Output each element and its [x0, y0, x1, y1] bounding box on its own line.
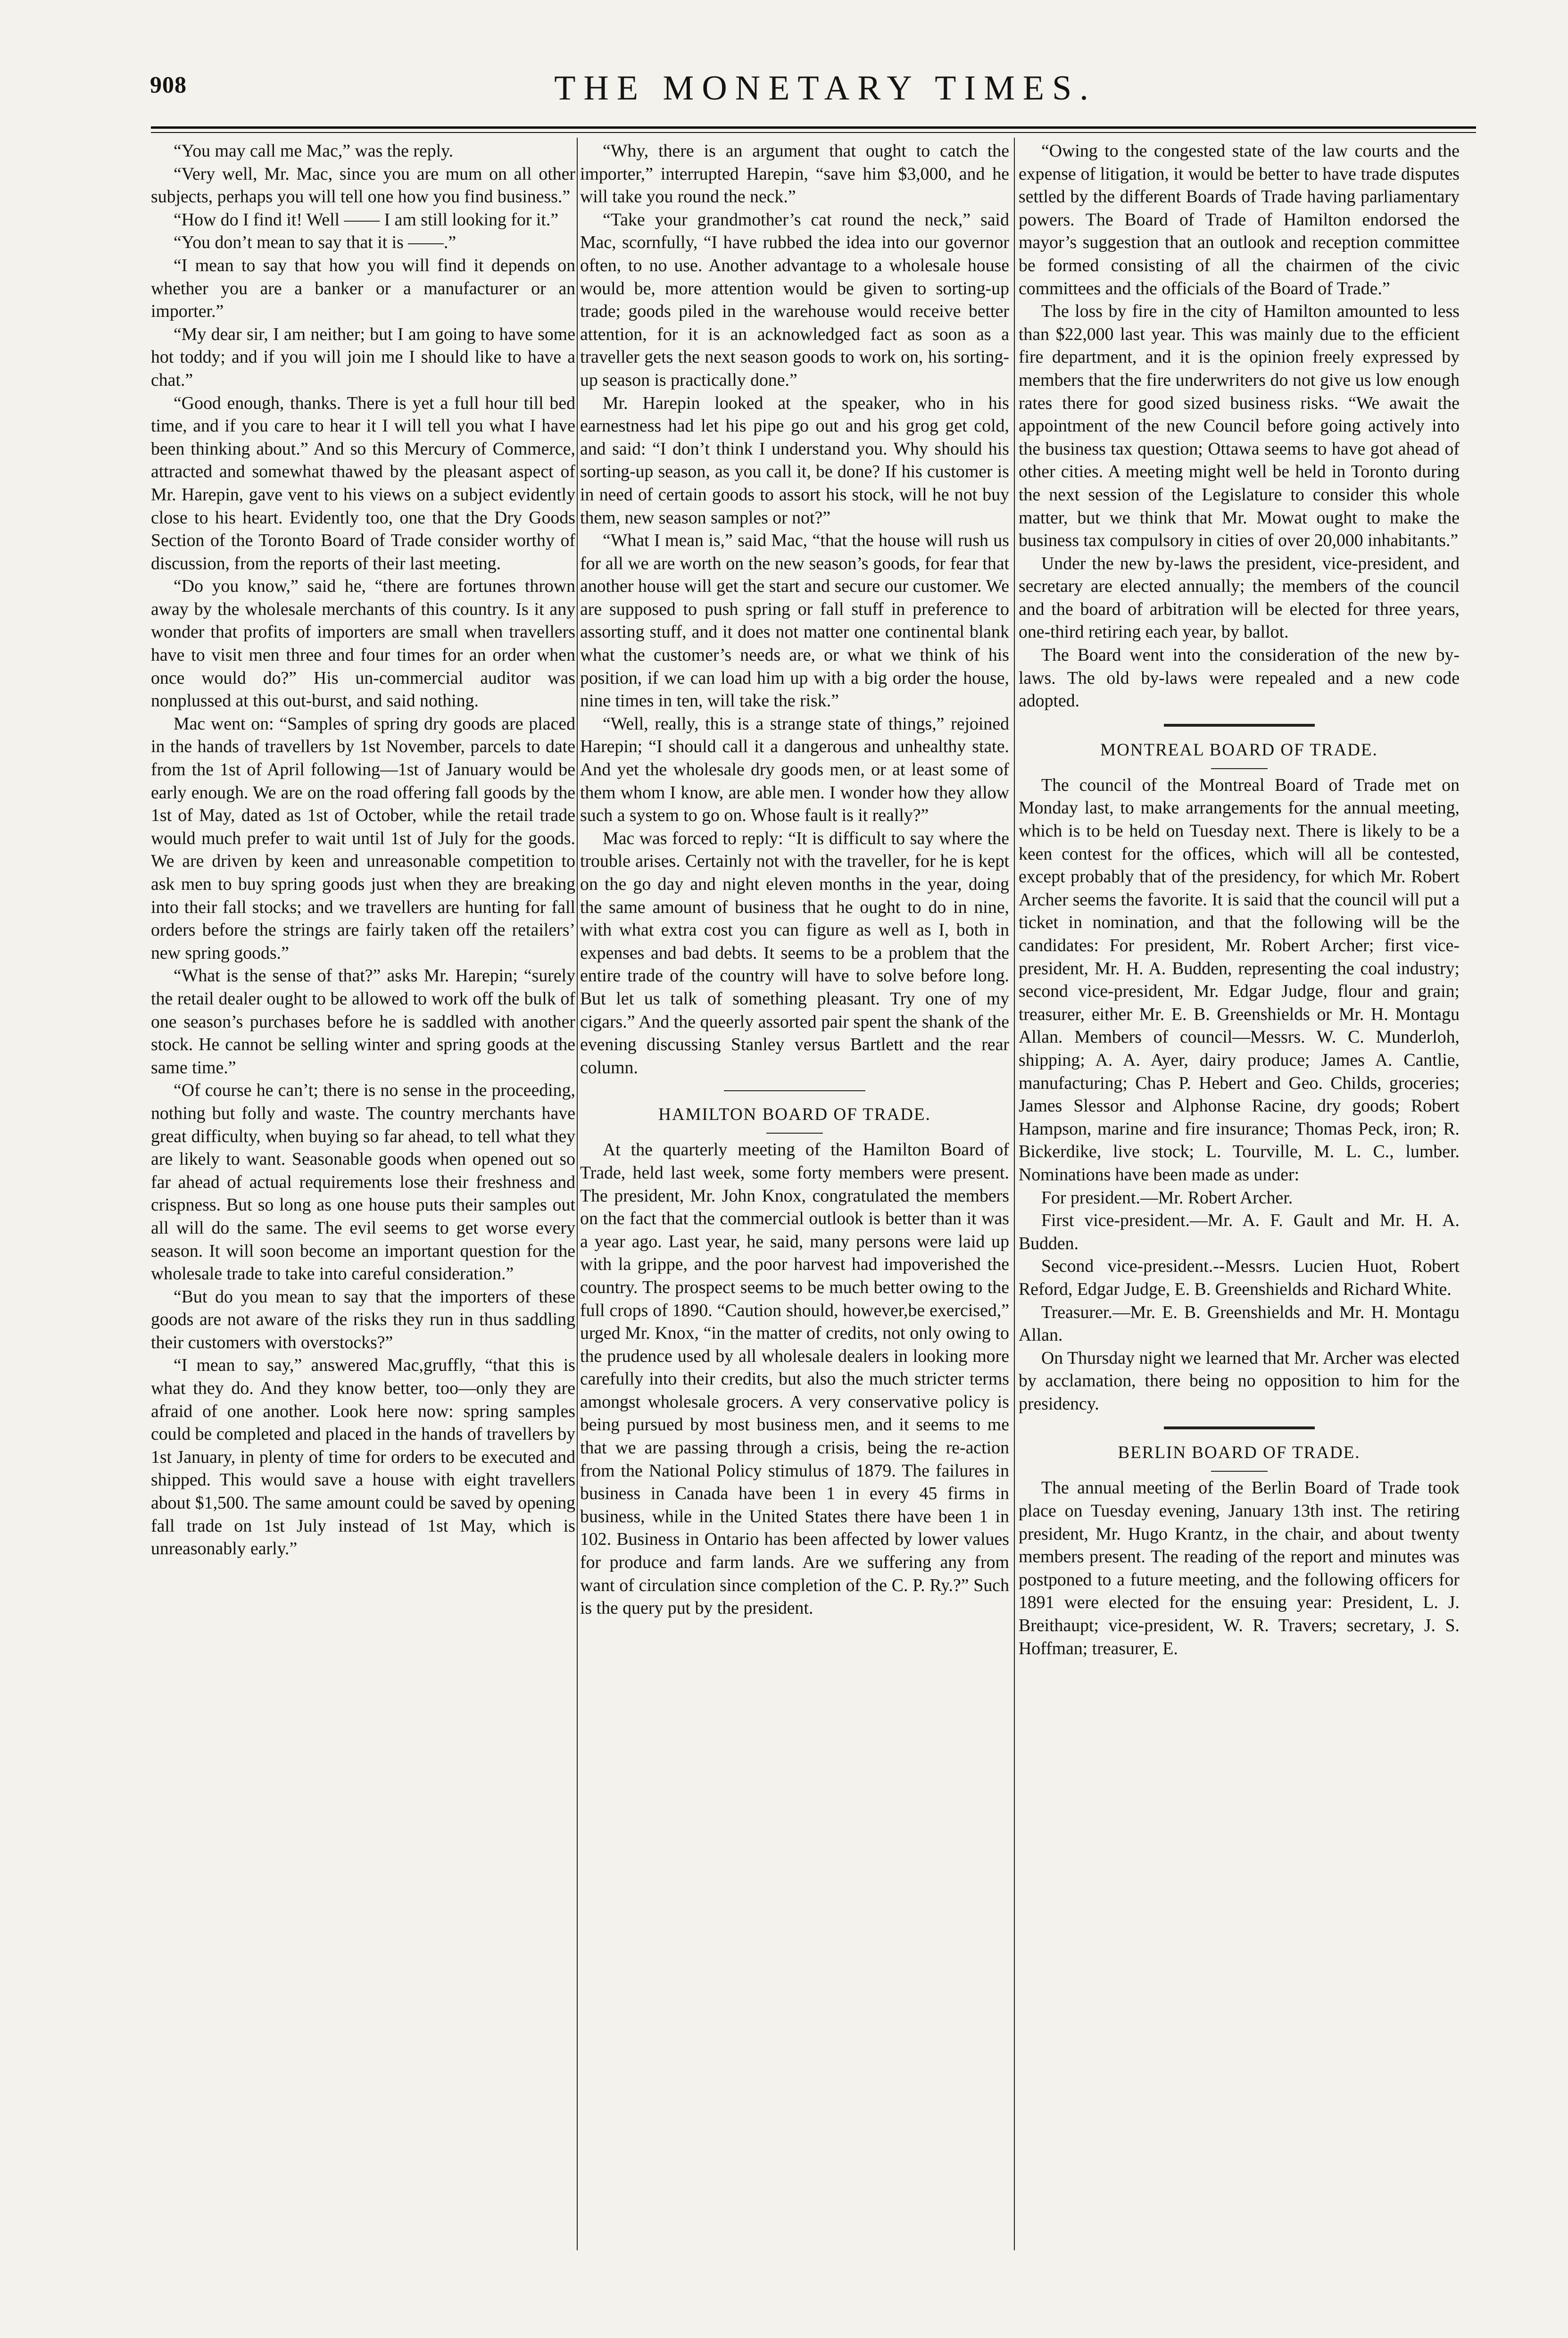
paragraph: Under the new by-laws the president, vice-president, and secretary are elected annually; the members of the council and the board of arbitration will be elected for three years, one-third retiring each year, by ballot.	[1019, 553, 1460, 642]
paragraph: The Board went into the consideration of the new by-laws. The old by-laws were repealed and a new code adopted.	[1019, 645, 1460, 711]
paragraph: For president.—Mr. Robert Archer.	[1041, 1187, 1293, 1208]
berlin-heading: BERLIN BOARD OF TRADE.	[1118, 1443, 1361, 1463]
heading-underline	[1211, 1471, 1268, 1472]
paragraph: Mr. Harepin looked at the speaker, who in his earnestness had let his pipe go out and his grog get cold, and said: “I don’t think I understand you. Why should his sorting-up season, as you call it, be done? If his customer is in need of certain goods to assort his stock, will he not buy them, new season samples or not?”	[580, 393, 1009, 528]
section-separator	[1164, 1426, 1315, 1429]
paragraph: “But do you mean to say that the importers of these goods are not aware of the risks they run in thus saddling their customers with overstocks?”	[151, 1286, 575, 1352]
paragraph: “Well, really, this is a strange state of things,” rejoined Harepin; “I should call it a dangerous and unhealthy state. And yet the wholesale dry goods men, or at least some of them whom I know, are able men. I wonder how they allow such a system to go on. Whose fault is it really?”	[580, 713, 1009, 826]
paragraph: “You don’t mean to say that it is ——.”	[174, 232, 456, 253]
paragraph: “I mean to say that how you will find it depends on whether you are a banker or a manufacturer or an importer.”	[151, 255, 575, 322]
paragraph: At the quarterly meeting of the Hamilton Board of Trade, held last week, some forty members were present. The president, Mr. John Knox, congratulated the members on the fact that the commercial outlook is better than it was a year ago. Last year, he said, many persons were laid up with la grippe, and the poor harvest had impoverished the country. The prospect seems to be much better owing to the full crops of 1890. “Caution should, however,be exercised,” urged Mr. Knox, “in the matter of credits, not only owing to the prudence used by all wholesale dealers in looking more carefully into their credits, but also the much stricter terms amongst wholesale grocers. A very conservative policy is being pursued by most business men, and it seems to me that we are passing through a crisis, being the re-action from the National Policy stimulus of 1879. The failures in business in Canada have been 1 in every 45 firms in business, while in the United States there have been 1 in 102. Business in Ontario has been affected by lower values for produce and farm lands. Are we suffering any from want of circulation since completion of the C. P. Ry.?” Such is the query put by the president.	[580, 1140, 1009, 1618]
paragraph: “Do you know,” said he, “there are fortunes thrown away by the wholesale merchants of this country. Is it any wonder that profits of importers are small when travellers have to visit men three and four times for an order when once would do?” His un-commercial auditor was nonplussed at this out-burst, and said nothing.	[151, 576, 575, 711]
paragraph: “My dear sir, I am neither; but I am going to have some hot toddy; and if you will join me I should like to have a chat.”	[151, 324, 575, 390]
paragraph: “Take your grandmother’s cat round the neck,” said Mac, scornfully, “I have rubbed the idea into our governor often, to no use. Another advantage to a wholesale house would be, more attention would be given to sorting-up trade; goods piled in the warehouse would receive better attention, for it is an acknowledged fact as soon as a traveller gets the next season goods to work on, his sorting-up season is practically done.”	[580, 209, 1009, 390]
paragraph: “Why, there is an argument that ought to catch the importer,” interrupted Harepin, “save him $3,000, and he will take you round the neck.”	[580, 141, 1009, 207]
paragraph: Mac was forced to reply: “It is difficult to say where the trouble arises. Certainly not with the traveller, for he is kept on the go day and night eleven months in the year, doing the same amount of business that he ought to do in nine, with what extra cost you can figure as well as I, both in expenses and bad debts. It seems to be a problem that the entire trade of the country will have to solve before long. But let us talk of something pleasant. Try one of my cigars.” And the queerly assorted pair spent the shank of the evening discussing Stanley versus Bartlett and the rear column.	[580, 828, 1009, 1078]
paragraph: The council of the Montreal Board of Trade met on Monday last, to make arrangements for the annual meeting, which is to be held on Tuesday next. There is likely to be a keen contest for the offices, which will all be contested, except probably that of the presidency, for which Mr. Robert Archer seems the favorite. It is said that the council will put a ticket in nomination, and that the following will be the candidates: For president, Mr. Robert Archer; first vice-president, Mr. H. A. Budden, representing the coal industry; second vice-president, Mr. Edgar Judge, flour and grain; treasurer, either Mr. E. B. Greenshields or Mr. H. Montagu Allan. Members of council—Messrs. W. C. Munderloh, shipping; A. A. Ayer, dairy produce; James A. Cantlie, manufacturing; Chas P. Hebert and Geo. Childs, groceries; James Slessor and Alphonse Racine, dry goods; Robert Hampson, marine and fire insurance; Thomas Peck, iron; R. Bickerdike, live stock; L. Tourville, M. L. C., lumber. Nominations have been made as under:	[1019, 775, 1460, 1185]
paragraph: On Thursday night we learned that Mr. Archer was elected by acclamation, there being no opposition to him for the presidency.	[1019, 1348, 1460, 1414]
paragraph: Mac went on: “Samples of spring dry goods are placed in the hands of travellers by 1st November, parcels to date from the 1st of April following—1st of January would be early enough. We are on the road offering fall goods by the 1st of May, dated as 1st of October, while the retail trade would much prefer to wait until 1st of July for the goods. We are driven by keen and unreasonable competition to ask men to buy spring goods just when they are breaking into their fall stocks; and we travellers are hunting for fall orders before the strings are fairly taken off the retailers’ new spring goods.”	[151, 713, 575, 963]
page-number: 908	[150, 71, 187, 98]
paragraph: First vice-president.—Mr. A. F. Gault and Mr. H. A. Budden.	[1019, 1210, 1460, 1253]
paragraph: “What is the sense of that?” asks Mr. Harepin; “surely the retail dealer ought to be allowed to work off the bulk of one season’s purchases before he is saddled with another stock. He cannot be selling winter and spring goods at the same time.”	[151, 966, 575, 1078]
paragraph: The annual meeting of the Berlin Board of Trade took place on Tuesday evening, January 13th inst. The retiring president, Mr. Hugo Krantz, in the chair, and about twenty members present. The reading of the report and minutes was postponed to a future meeting, and the following officers for 1891 were elected for the ensuing year: President, L. J. Breithaupt; vice-president, W. R. Travers; secretary, J. S. Hoffman; treasurer, E.	[1019, 1478, 1460, 1658]
column-divider-2	[1014, 138, 1015, 2250]
paragraph: “Owing to the congested state of the law courts and the expense of litigation, it would be better to have trade disputes settled by the different Boards of Trade having parliamentary powers. The Board of Trade of Hamilton endorsed the mayor’s suggestion that an outlook and reception committee be formed consisting of all the chairmen of the civic committees and the officials of the Board of Trade.”	[1019, 141, 1460, 298]
header-rule-thick	[151, 126, 1476, 129]
paragraph: “I mean to say,” answered Mac,gruffly, “that this is what they do. And they know better, too—only they are afraid of one another. Look here now: spring samples could be completed and placed in the hands of travellers by 1st January, in plenty of time for orders to be executed and shipped. This would save a house with eight travellers about $1,500. The same amount could be saved by opening fall trade on 1st July instead of 1st May, which is unreasonably early.”	[151, 1355, 575, 1559]
masthead-title: THE MONETARY TIMES.	[554, 69, 1096, 108]
column-1	[151, 140, 575, 2252]
column-2	[580, 140, 1009, 2252]
header-rule-thin	[151, 132, 1476, 133]
paragraph: The loss by fire in the city of Hamilton amounted to less than $22,000 last year. This was mainly due to the efficient fire department, and it is the opinion freely expressed by members that the fire underwriters do not give us low enough rates there for good sized business risks. “We await the appointment of the new Council before going actively into the business tax question; Ottawa seems to have got ahead of other cities. A meeting might well be held in Toronto during the next session of the Legislature to consider this whole matter, but we think that Mr. Mowat ought to make the business tax compulsory in cities of over 20,000 inhabitants.”	[1019, 301, 1460, 551]
paragraph: “Of course he can’t; there is no sense in the proceeding, nothing but folly and waste. The country merchants have great difficulty, when buying so far ahead, to tell what they are likely to want. Seasonable goods when opened out so far ahead of actual requirements lose their freshness and crispness. But so long as one house puts their samples out all will do the same. The evil seems to get worse every season. It will soon become an important question for the wholesale trade to take into careful consideration.”	[151, 1080, 575, 1284]
column-divider-1	[577, 138, 578, 2250]
paragraph: “How do I find it! Well —— I am still looking for it.”	[174, 209, 559, 230]
section-separator	[724, 1090, 865, 1091]
hamilton-heading: HAMILTON BOARD OF TRADE.	[658, 1105, 931, 1125]
column-3	[1019, 140, 1460, 2252]
paragraph: “You may call me Mac,” was the reply.	[174, 141, 454, 161]
heading-underline	[1211, 768, 1268, 769]
section-separator	[1164, 724, 1315, 727]
montreal-heading: MONTREAL BOARD OF TRADE.	[1100, 740, 1378, 760]
paragraph: Second vice-president.--Messrs. Lucien Huot, Robert Reford, Edgar Judge, E. B. Greenshields and Richard White.	[1019, 1256, 1460, 1299]
paragraph: “What I mean is,” said Mac, “that the house will rush us for all we are worth on the new season’s goods, for fear that another house will get the start and secure our customer. We are supposed to push spring or fall stuff in preference to assorting stuff, and it does not matter one continental blank what the customer’s needs are, or what we think of his position, if we can load him up with a big order the house, nine times in ten, will take the risk.”	[580, 531, 1009, 711]
paragraph: “Good enough, thanks. There is yet a full hour till bed time, and if you care to hear it I will tell you what I have been thinking about.” And so this Mercury of Commerce, attracted and somewhat thawed by the pleasant aspect of Mr. Harepin, gave vent to his views on a subject evidently close to his heart. Evidently too, one that the Dry Goods Section of the Toronto Board of Trade consider worthy of discussion, from the reports of their last meeting.	[151, 393, 575, 573]
paragraph: Treasurer.—Mr. E. B. Greenshields and Mr. H. Montagu Allan.	[1019, 1302, 1460, 1345]
heading-underline	[766, 1133, 823, 1134]
paragraph: “Very well, Mr. Mac, since you are mum on all other subjects, perhaps you will tell one how you find business.”	[151, 164, 575, 207]
